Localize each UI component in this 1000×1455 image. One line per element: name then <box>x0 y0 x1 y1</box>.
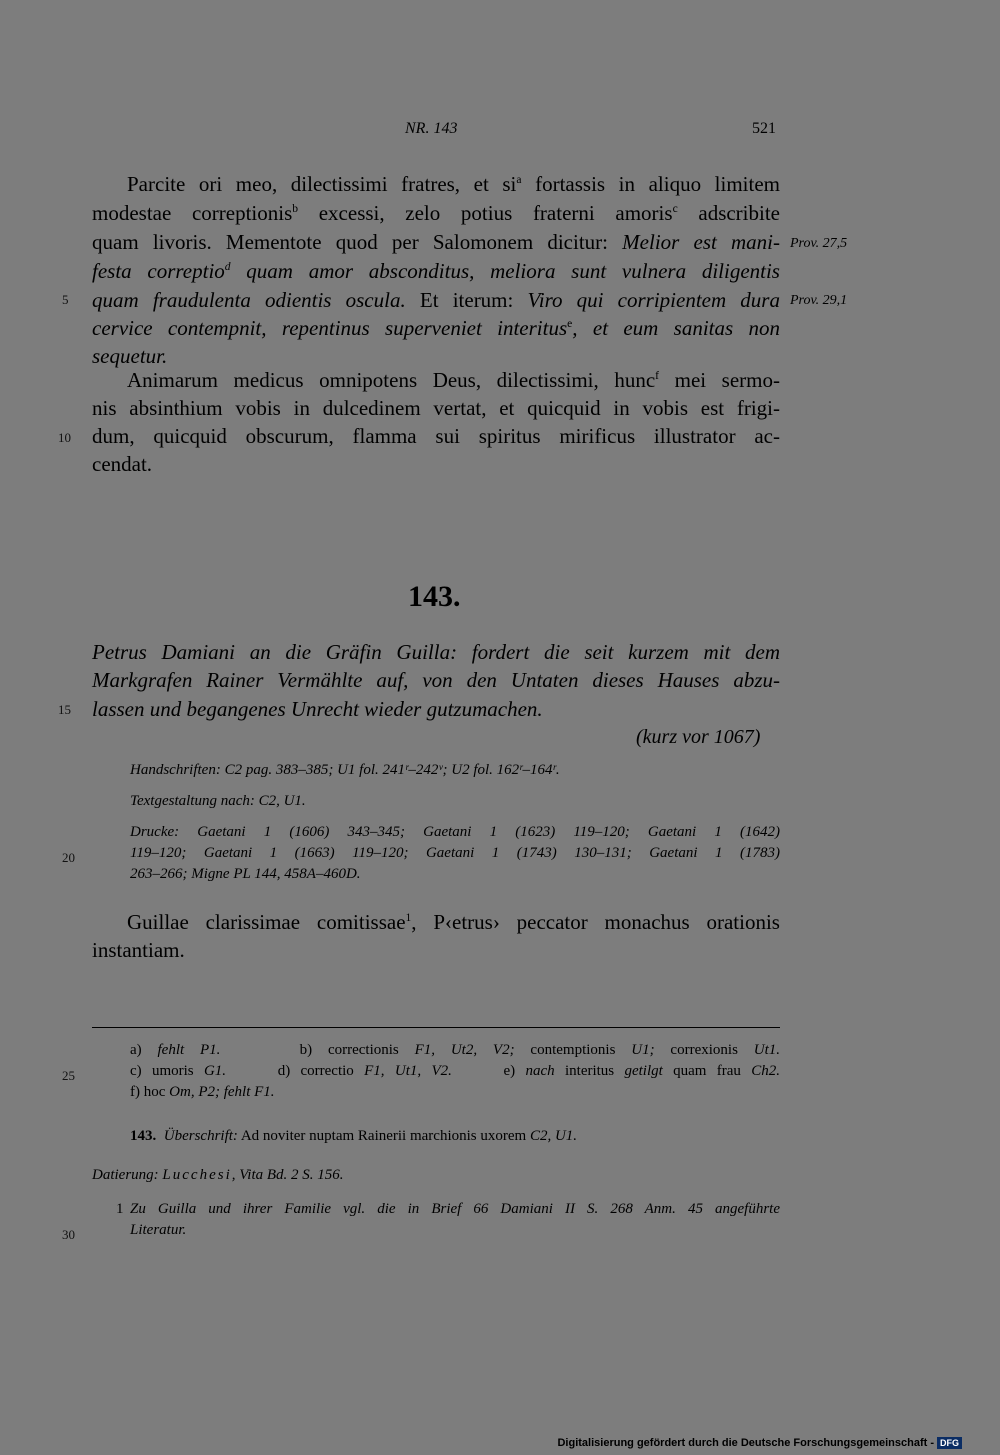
text-line: nis absinthium vobis in dulcedinem vertat, et quicquid in vobis est frigi- <box>92 396 780 420</box>
manuscripts-line: Handschriften: C2 pag. 383–385; U1 fol. 241ʳ–242ᵛ; U2 fol. 162ʳ–164ʳ. <box>130 762 560 778</box>
text-line: Parcite ori meo, dilectissimi fratres, et $si^a$ fortassis in aliquo limitem <box>127 172 780 196</box>
text-line: dum, quicquid obscurum, flamma sui spiritus mirificus illustrator ac- <box>92 424 780 448</box>
bible-reference: Prov. 29,1 <box>790 293 848 308</box>
line-number: 5 <box>62 292 69 307</box>
footnote-number: 1 <box>116 1201 124 1217</box>
prints-line: 119–120; Gaetani 1 (1663) 119–120; Gaetani 1 (1743) 130–131; Gaetani 1 (1783) <box>130 845 780 861</box>
regest-line: Petrus Damiani an die Gräfin Guilla: fordert die seit kurzem mit dem <box>92 640 780 664</box>
salutation-line: Guillae clarissimae comitissae$^1$, P‹etrus› peccator monachus orationis <box>127 910 780 934</box>
apparatus-line: f) hoc Om, P2; fehlt F1. <box>130 1084 275 1100</box>
page-number: 521 <box>752 120 776 137</box>
dating-note: Datierung: Lucchesi, Vita Bd. 2 S. 156. <box>92 1167 344 1183</box>
text-line: Animarum medicus omnipotens Deus, dilectissimi, hunc$^f$ mei sermo- <box>127 368 780 392</box>
prints-line: Drucke: Gaetani 1 (1606) 343–345; Gaetani 1 (1623) 119–120; Gaetani 1 (1642) <box>130 824 780 840</box>
prints-line: 263–266; Migne PL 144, 458A–460D. <box>130 866 361 882</box>
footnote-line: Zu Guilla und ihrer Familie vgl. die in Brief 66 Damiani II S. 268 Anm. 45 angeführte <box>130 1201 780 1217</box>
text-basis-line: Textgestaltung nach: C2, U1. <box>130 793 306 809</box>
line-number: 30 <box>62 1227 75 1242</box>
dfg-footer: Digitalisierung gefördert durch die Deutsche Forschungsgemeinschaft - DFG <box>557 1437 962 1449</box>
text-line: quam livoris. Mementote quod per Salomonem dicitur: Melior est mani- <box>92 230 780 254</box>
footnote-rule <box>92 1027 780 1028</box>
text-line: quam fraudulenta odientis oscula. Et iterum: Viro qui corripientem dura <box>92 288 780 312</box>
line-number: 25 <box>62 1068 75 1083</box>
letter-number: 143. <box>408 580 461 613</box>
text-line: cervice contempnit, repentinus superveniet interitus$^e$, et eum sanitas non <box>92 316 780 340</box>
apparatus-line: c) umoris G1. d) correctio F1, Ut1, V2. e) nach interitus getilgt quam frau Ch2. <box>130 1063 781 1079</box>
text-line: festa correptio$^d$ quam amor absconditus, meliora sunt vulnera diligentis <box>92 259 780 283</box>
heading-note: 143. Überschrift: Ad noviter nuptam Rainerii marchionis uxorem C2, U1. <box>130 1128 578 1144</box>
running-title: NR. 143 <box>405 120 458 137</box>
regest-line: lassen und begangenes Unrecht wieder gutzumachen. <box>92 697 543 721</box>
text-line: sequetur. <box>92 344 168 368</box>
line-number: 10 <box>58 430 71 445</box>
salutation-line: instantiam. <box>92 938 185 962</box>
dfg-logo: DFG <box>937 1437 962 1449</box>
bible-reference: Prov. 27,5 <box>790 236 848 251</box>
line-number: 20 <box>62 850 75 865</box>
line-number: 15 <box>58 702 71 717</box>
text-line: cendat. <box>92 452 153 476</box>
letter-date: (kurz vor 1067) <box>636 726 761 748</box>
footnote-line: Literatur. <box>130 1222 187 1238</box>
text-line: modestae correptionis$^b$ excessi, zelo potius fraterni amoris$^c$ adscribite <box>92 201 781 225</box>
regest-line: Markgrafen Rainer Vermählte auf, von den Untaten dieses Hauses abzu- <box>92 668 780 692</box>
apparatus-line: a) fehlt P1. b) correctionis F1, Ut2, V2; contemptionis U1; correxionis Ut1. <box>130 1042 780 1058</box>
